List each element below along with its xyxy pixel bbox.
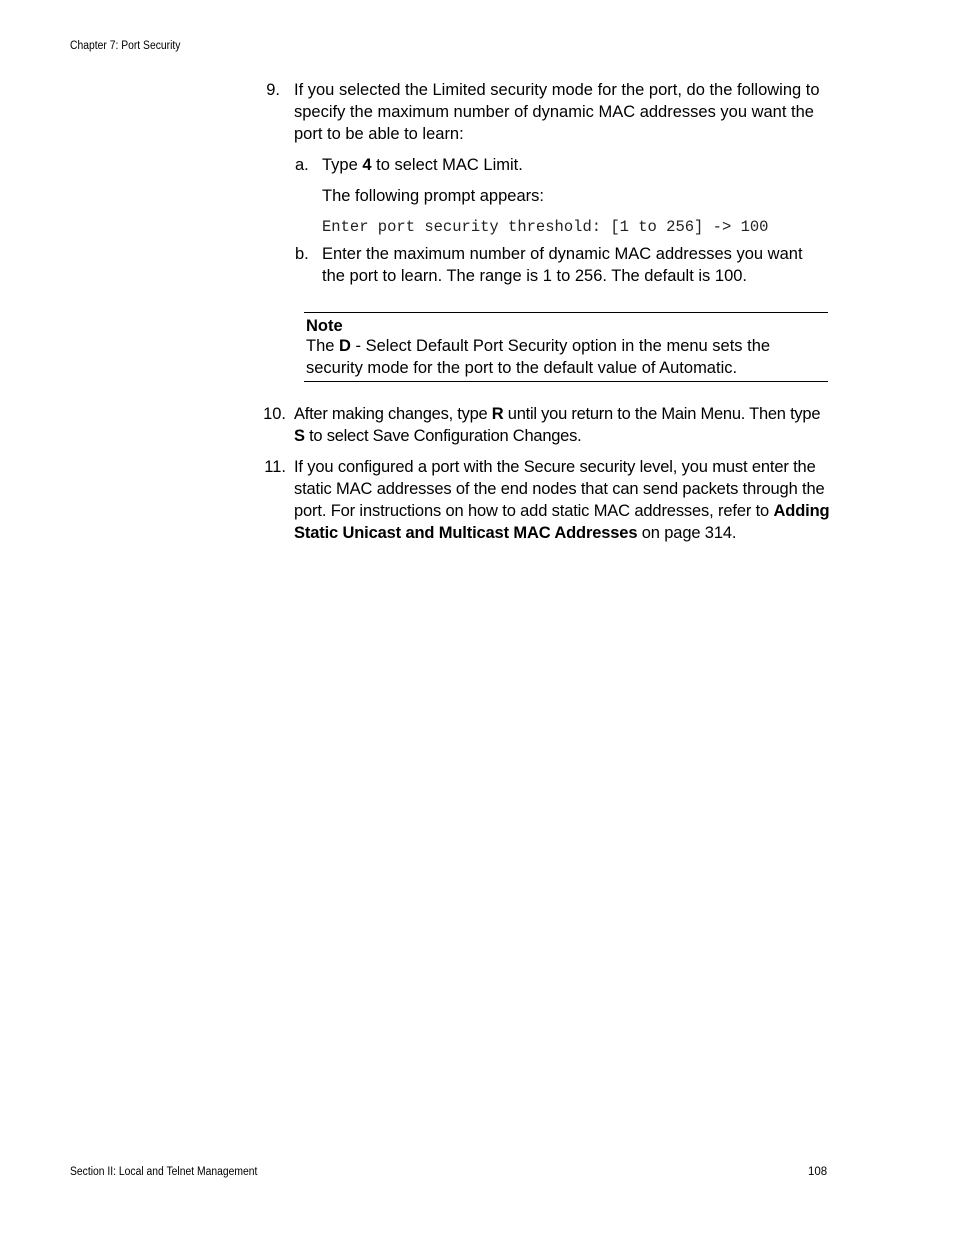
key-4: 4	[362, 156, 372, 174]
prompt-code: Enter port security threshold: [1 to 256] -> 100	[322, 218, 769, 236]
step-11-number: 11.	[264, 458, 286, 476]
key-d: D	[339, 337, 351, 355]
substep-a-letter: a.	[295, 156, 309, 174]
page-number: 108	[808, 1166, 828, 1178]
footer-section: Section II: Local and Telnet Management	[70, 1166, 258, 1178]
cross-reference-link[interactable]: Adding Static Unicast and Multicast MAC Addresses	[294, 502, 830, 542]
note-title: Note	[306, 317, 343, 335]
step-11-text: If you configured a port with the Secure security level, you must enter the static MAC addresses of the end nodes that can send packets through the port. For instructions on how to add static MAC addresses, refer to Adding Static Unicast and Multicast MAC Addresses on page 314.	[294, 458, 830, 542]
substep-b-text: Enter the maximum number of dynamic MAC addresses you want the port to learn. The range is 1 to 256. The default is 100.	[322, 245, 803, 285]
step-9-text: If you selected the Limited security mode for the port, do the following to specify the maximum number of dynamic MAC addresses you want the port to be able to learn:	[294, 81, 820, 143]
key-s: S	[294, 427, 305, 445]
step-10-text: After making changes, type R until you return to the Main Menu. Then type S to select Save Configuration Changes.	[294, 405, 821, 445]
step-10-number: 10.	[263, 405, 286, 423]
key-r: R	[491, 405, 504, 423]
substep-a-text: Type 4 to select MAC Limit.	[322, 156, 523, 174]
note-box	[304, 312, 828, 382]
step-9-number: 9.	[266, 81, 280, 99]
substep-b-letter: b.	[295, 245, 309, 263]
prompt-intro: The following prompt appears:	[322, 187, 544, 205]
running-head: Chapter 7: Port Security	[70, 40, 181, 52]
note-text: The D - Select Default Port Security option in the menu sets the security mode for the port to the default value of Automatic.	[306, 337, 771, 377]
